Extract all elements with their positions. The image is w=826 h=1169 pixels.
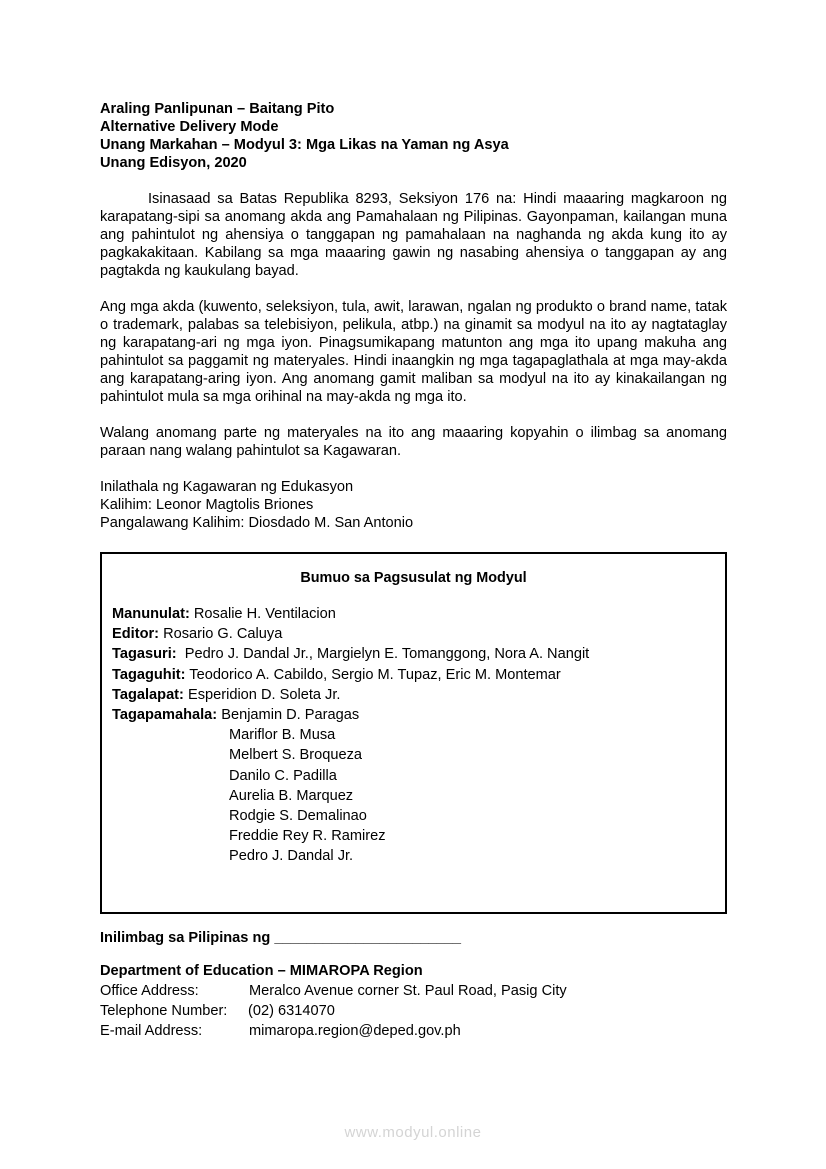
published-by: Inilathala ng Kagawaran ng Edukasyon bbox=[100, 479, 354, 495]
office-address-row bbox=[100, 981, 567, 1001]
website-watermark: www.modyul.online bbox=[344, 1124, 482, 1141]
management-member: Melbert S. Broqueza bbox=[229, 747, 363, 764]
credit-reviewers: Tagasuri: Pedro J. Dandal Jr., Margielyn E. Tomanggong, Nora A. Nangit bbox=[112, 646, 590, 663]
publisher-info bbox=[100, 478, 727, 532]
module-title: Unang Markahan – Modyul 3: Mga Likas na Yaman ng Asya bbox=[100, 137, 509, 153]
management-member: Pedro J. Dandal Jr. bbox=[229, 848, 354, 865]
telephone-value: (02) 6314070 bbox=[248, 1003, 335, 1019]
copyright-page bbox=[100, 100, 727, 532]
credits-list bbox=[112, 604, 589, 867]
secretary: Kalihim: Leonor Magtolis Briones bbox=[100, 497, 314, 513]
telephone-label: Telephone Number: bbox=[100, 1003, 228, 1019]
credit-editor: Editor: Rosario G. Caluya bbox=[112, 626, 283, 643]
email-value: mimaropa.region@deped.gov.ph bbox=[249, 1023, 461, 1039]
management-member: Rodgie S. Demalinao bbox=[229, 808, 367, 825]
delivery-mode: Alternative Delivery Mode bbox=[100, 119, 279, 135]
telephone-row bbox=[100, 1001, 567, 1021]
document-header bbox=[100, 100, 727, 172]
management-member: Aurelia B. Marquez bbox=[229, 787, 354, 804]
deped-region-title: Department of Education – MIMAROPA Region bbox=[100, 963, 423, 979]
credit-writer: Manunulat: Rosalie H. Ventilacion bbox=[112, 606, 336, 622]
undersecretary: Pangalawang Kalihim: Diosdado M. San Antonio bbox=[100, 515, 414, 531]
deped-contact-block bbox=[100, 961, 567, 1041]
email-row bbox=[100, 1021, 567, 1041]
printed-in-philippines: Inilimbag sa Pilipinas ng _______________________ bbox=[100, 930, 462, 946]
module-credits-box bbox=[100, 552, 727, 914]
office-address-label: Office Address: bbox=[100, 983, 199, 999]
management-member: Mariflor B. Musa bbox=[229, 727, 336, 744]
works-paragraph: Ang mga akda (kuwento, seleksiyon, tula, awit, larawan, ngalan ng produkto o brand name, tatak o trademark, palabas sa telebisiyon, pelikula, atbp.) na ginamit sa modyul na ito ay nagtataglay ng karapatang-ari ng mga iyon. Pinagsumikapang matunton ang mga ito upang makuha ang pahintulot sa paggamit ng materyales. Hindi inaangkin ng mga tagapaglathala at mga may-akda ang karapatang-aring iyon. Ang anomang gamit maliban sa modyul na ito ay kinakailangan ng pahintulot mula sa mga orihinal na may-akda ng mga ito. bbox=[100, 299, 727, 405]
credit-management: Tagapamahala: Benjamin D. Paragas bbox=[112, 707, 360, 724]
credit-illustrators: Tagaguhit: Teodorico A. Cabildo, Sergio M. Tupaz, Eric M. Montemar bbox=[112, 666, 561, 683]
copyright-paragraph: Isinasaad sa Batas Republika 8293, Seksiyon 176 na: Hindi maaaring magkaroon ng karapatang-sipi sa anomang akda ang Pamahalaan ng Pilipinas. Gayonpaman, kailangan muna ang pahintulot ng ahensiya o tanggapan ng pamahalaan na naghanda ng akda kung ito ay pagkakakitaan. Kabilang sa mga maaaring gawin ng nasabing ahensiya o tanggapan ay ang pagtakda ng kaukulang bayad. bbox=[100, 191, 727, 279]
credits-box-title: Bumuo sa Pagsusulat ng Modyul bbox=[300, 570, 527, 586]
subject-grade: Araling Panlipunan – Baitang Pito bbox=[100, 101, 335, 117]
edition: Unang Edisyon, 2020 bbox=[100, 155, 247, 171]
management-member: Danilo C. Padilla bbox=[229, 767, 337, 784]
reproduction-paragraph: Walang anomang parte ng materyales na ito ang maaaring kopyahin o ilimbag sa anomang paraan nang walang pahintulot sa Kagawaran. bbox=[100, 425, 727, 459]
office-address-value: Meralco Avenue corner St. Paul Road, Pasig City bbox=[249, 983, 567, 999]
credit-layout-artist: Tagalapat: Esperidion D. Soleta Jr. bbox=[112, 686, 341, 703]
management-member: Freddie Rey R. Ramirez bbox=[229, 828, 386, 845]
email-label: E-mail Address: bbox=[100, 1023, 203, 1039]
